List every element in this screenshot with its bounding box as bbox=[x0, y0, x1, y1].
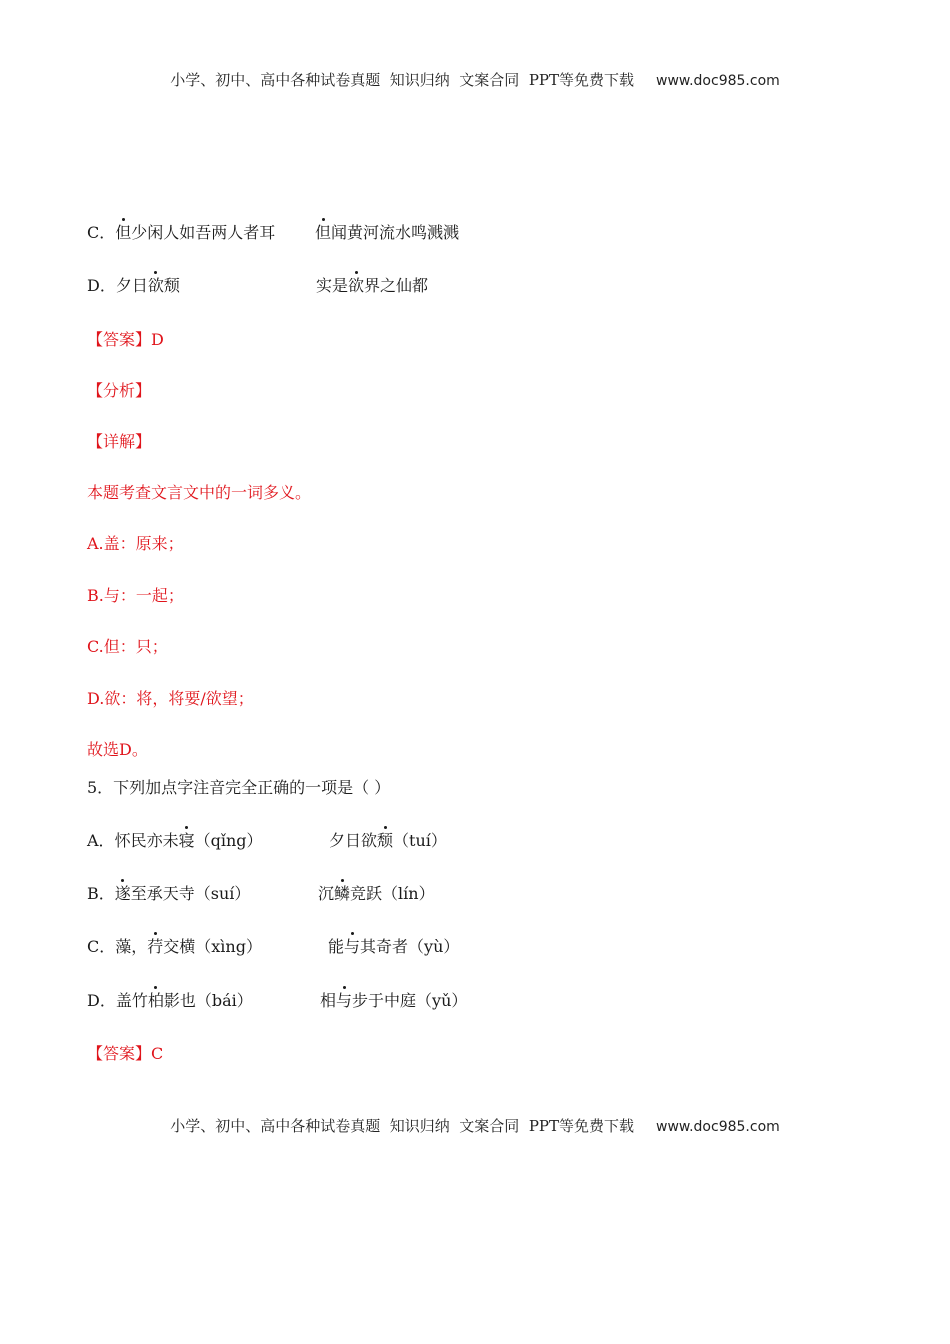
dotted-char: 欲 bbox=[148, 274, 164, 298]
q5-option-b-second bbox=[318, 882, 435, 906]
footer-url: www.doc985.com bbox=[656, 1119, 780, 1135]
option-text: 竞跃（lín） bbox=[350, 884, 435, 903]
option-text: 闻黄河流水鸣溅溅 bbox=[331, 223, 460, 242]
option-text: 少闲人如吾两人者耳 bbox=[131, 223, 276, 242]
q5-option-a-second bbox=[329, 829, 447, 853]
option-label: D． bbox=[87, 991, 116, 1010]
option-text: 交横（xìng） bbox=[163, 937, 262, 956]
dotted-char: 但 bbox=[115, 221, 131, 245]
dotted-char: 荇 bbox=[147, 935, 163, 959]
page-header bbox=[0, 69, 950, 90]
option-text: 怀民亦未 bbox=[114, 831, 179, 850]
header-url: www.doc985.com bbox=[656, 73, 780, 89]
option-text: 藻， bbox=[115, 937, 148, 956]
option-text: 实是 bbox=[316, 276, 349, 295]
dotted-char: 但 bbox=[315, 221, 331, 245]
option-text: 其奇者（yù） bbox=[360, 937, 460, 956]
q5-option-b bbox=[87, 882, 435, 906]
q4-explain-line: C.但：只； bbox=[87, 637, 168, 656]
option-text: 颓 bbox=[163, 276, 180, 295]
pinyin-note: （tuí） bbox=[393, 831, 447, 850]
q4-explain-line: 本题考查文言文中的一词多义。 bbox=[87, 483, 312, 502]
dotted-char: 鳞 bbox=[334, 882, 350, 906]
dotted-char: 与 bbox=[336, 989, 352, 1013]
q4-explain-line: B.与：一起； bbox=[87, 586, 184, 605]
option-label: C． bbox=[87, 223, 116, 242]
dotted-char: 颓 bbox=[377, 829, 393, 853]
page-footer bbox=[0, 1115, 950, 1136]
option-label: B． bbox=[87, 884, 115, 903]
option-text: 能 bbox=[328, 937, 345, 956]
pinyin-note: （qǐng） bbox=[194, 831, 263, 850]
option-text: 至承天寺（suí） bbox=[130, 884, 251, 903]
footer-text: 小学、初中、高中各种试卷真题 知识归纳 文案合同 PPT等免费下载 bbox=[170, 1117, 635, 1135]
q4-explain-line: 故选D。 bbox=[87, 740, 148, 759]
header-text: 小学、初中、高中各种试卷真题 知识归纳 文案合同 PPT等免费下载 bbox=[170, 71, 635, 89]
q4-answer: 【答案】D bbox=[87, 330, 164, 349]
dotted-char: 遂 bbox=[115, 882, 131, 906]
option-text: 夕日欲 bbox=[329, 831, 378, 850]
option-text: 步于中庭（yǔ） bbox=[352, 991, 468, 1010]
q4-detail-heading: 【详解】 bbox=[87, 432, 152, 451]
q4-option-d bbox=[87, 274, 429, 298]
dotted-char: 柏 bbox=[148, 989, 164, 1013]
dotted-char: 与 bbox=[344, 935, 360, 959]
q5-option-d-second bbox=[320, 989, 467, 1013]
q5-option-c-second bbox=[328, 935, 459, 959]
q5-answer: 【答案】C bbox=[87, 1044, 164, 1063]
option-label: D． bbox=[87, 276, 116, 295]
option-text: 影也（bái） bbox=[163, 991, 253, 1010]
option-label: C． bbox=[87, 937, 116, 956]
option-label: A． bbox=[87, 831, 115, 850]
q5-option-a bbox=[87, 829, 447, 853]
option-text: 界之仙都 bbox=[364, 276, 429, 295]
q4-option-c bbox=[87, 221, 460, 245]
option-text: 盖竹 bbox=[115, 991, 148, 1010]
q5-option-c bbox=[87, 935, 460, 959]
q4-explain-line: D.欲：将，将要/欲望； bbox=[87, 689, 254, 708]
q5-option-d bbox=[87, 989, 468, 1013]
q4-explain-line: A.盖：原来； bbox=[87, 534, 184, 553]
q4-option-c-second bbox=[315, 221, 459, 245]
option-text: 沉 bbox=[318, 884, 335, 903]
option-text: 相 bbox=[320, 991, 337, 1010]
dotted-char: 欲 bbox=[348, 274, 364, 298]
option-text: 夕日 bbox=[115, 276, 148, 295]
q4-option-d-second bbox=[316, 274, 428, 298]
dotted-char: 寝 bbox=[179, 829, 195, 853]
q4-analysis-heading: 【分析】 bbox=[87, 381, 152, 400]
q5-stem: 5．下列加点字注音完全正确的一项是（ ） bbox=[87, 778, 391, 797]
